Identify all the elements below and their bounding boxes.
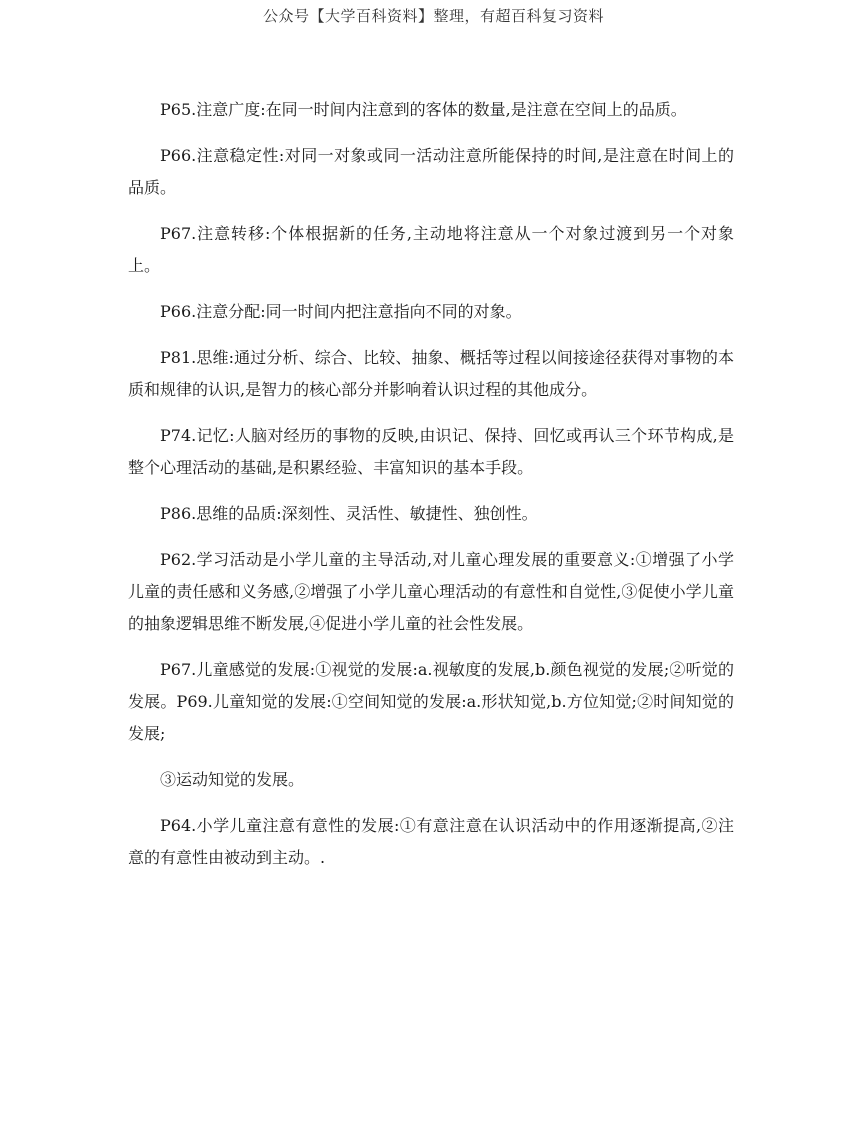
paragraph-attention-stability: P66.注意稳定性:对同一对象或同一活动注意所能保持的时间,是注意在时间上的品质。 [128, 146, 734, 197]
document-body [128, 94, 734, 888]
paragraph-attention-shift: P67.注意转移:个体根据新的任务,主动地将注意从一个对象过渡到另一个对象上。 [128, 224, 734, 275]
paragraph-attention-distribution: P66.注意分配:同一时间内把注意指向不同的对象。 [160, 302, 522, 321]
page-header: 公众号【大学百科资料】整理，有超百科复习资料 [262, 7, 604, 25]
paragraph-thinking-qualities: P86.思维的品质:深刻性、灵活性、敏捷性、独创性。 [160, 504, 538, 523]
paragraph-attention-span: P65.注意广度:在同一时间内注意到的客体的数量,是注意在空间上的品质。 [160, 100, 687, 119]
paragraph-sensation-development: P67.儿童感觉的发展:①视觉的发展:a.视敏度的发展,b.颜色视觉的发展;②听觉的发展。P69.儿童知觉的发展:①空间知觉的发展:a.形状知觉,b.方位知觉;②时间知觉的发展; [128, 660, 734, 743]
paragraph-memory: P74.记忆:人脑对经历的事物的反映,由识记、保持、回忆或再认三个环节构成,是整个心理活动的基础,是积累经验、丰富知识的基本手段。 [128, 426, 734, 477]
paragraph-thinking: P81.思维:通过分析、综合、比较、抽象、概括等过程以间接途径获得对事物的本质和规律的认识,是智力的核心部分并影响着认识过程的其他成分。 [128, 348, 734, 399]
paragraph-attention-intentionality: P64.小学儿童注意有意性的发展:①有意注意在认识活动中的作用逐渐提高,②注意的有意性由被动到主动。. [128, 816, 734, 867]
paragraph-motion-perception: ③运动知觉的发展。 [160, 770, 305, 789]
paragraph-learning-activity: P62.学习活动是小学儿童的主导活动,对儿童心理发展的重要意义:①增强了小学儿童的责任感和义务感,②增强了小学儿童心理活动的有意性和自觉性,③促使小学儿童的抽象逻辑思维不断发展,④促进小学儿童的社会性发展。 [128, 550, 734, 633]
